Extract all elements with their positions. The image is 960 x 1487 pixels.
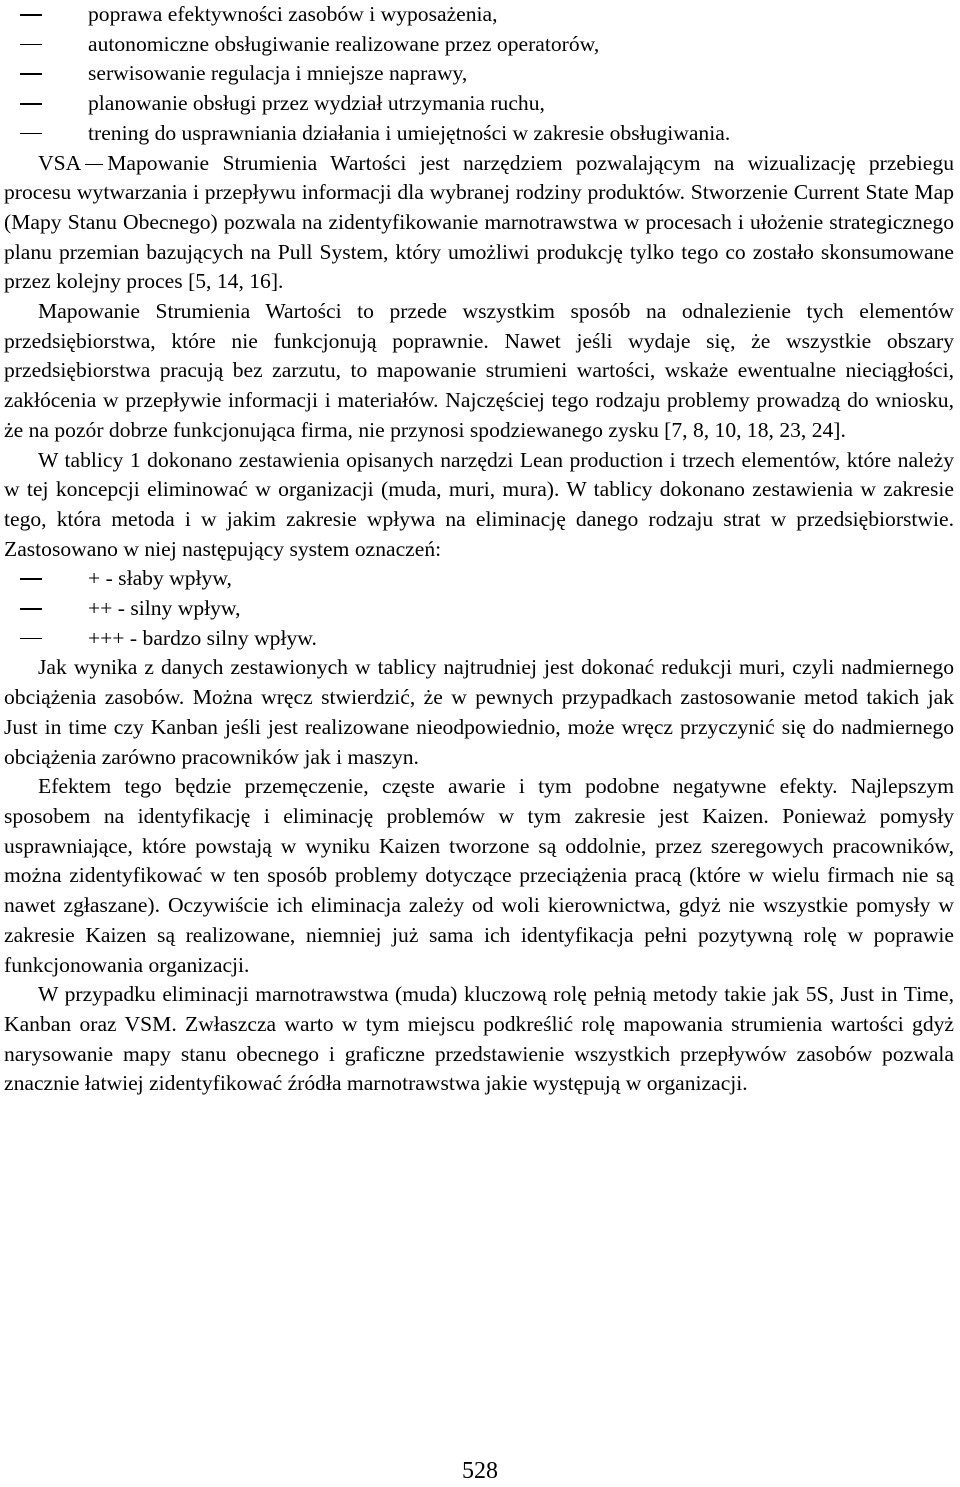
list-item: planowanie obsługi przez wydział utrzymania ruchu,	[4, 89, 954, 119]
dash-bullet-icon	[20, 608, 42, 610]
list-item: trening do usprawniania działania i umiejętności w zakresie obsługiwania.	[4, 119, 954, 149]
paragraph-muri: Jak wynika z danych zestawionych w tablicy najtrudniej jest dokonać redukcji muri, czyli nadmiernego obciążenia zasobów. Można wręcz stwierdzić, że w pewnych przypadkach zastosowanie metod takich jak Just in time czy Kanban jeśli jest realizowane nieodpowiednio, może wręcz przyczynić się do nadmiernego obciążenia zarówno pracowników jak i maszyn.	[4, 655, 954, 769]
page-body	[4, 0, 954, 1099]
inline-dash-icon	[85, 164, 103, 166]
page-number: 528	[462, 1458, 498, 1484]
paragraph-kaizen: Efektem tego będzie przemęczenie, częste awarie i tym podobne negatywne efekty. Najlepszym sposobem na identyfikację i eliminację problemów w tym zakresie jest Kaizen. Ponieważ pomysły usprawniające, które powstają w wyniku Kaizen tworzone są oddolnie, przez szeregowych pracowników, można zidentyfikować w ten sposób problemy dotyczące przeciążenia pracą (które w wielu firmach nie są nawet zgłaszane). Oczywiście ich eliminacja zależy od woli kierownictwa, gdyż nie wszystkie pomysły w zakresie Kaizen są realizowane, niemniej już sama ich identyfikacja pełni pozytywną rolę w poprawie funkcjonowania organizacji.	[4, 774, 954, 977]
list-item: +++ - bardzo silny wpływ.	[4, 624, 954, 654]
paragraph-table-1: W tablicy 1 dokonano zestawienia opisanych narzędzi Lean production i trzech elementów, które należy w tej koncepcji eliminować w organizacji (muda, muri, mura). W tablicy dokonano zestawienia w zakresie tego, która metoda i w jakim zakresie wpływa na eliminację danego rodzaju strat w przedsiębiorstwie. Zastosowano w niej następujący system oznaczeń:	[4, 447, 954, 561]
list-item: poprawa efektywności zasobów i wyposażenia,	[4, 0, 954, 30]
dash-bullet-icon	[20, 578, 42, 580]
dash-bullet-icon	[20, 44, 42, 46]
bullet-list-tpm-pillars	[4, 0, 954, 149]
paragraph-muda: W przypadku eliminacji marnotrawstwa (muda) kluczową rolę pełnią metody takie jak 5S, Just in Time, Kanban oraz VSM. Zwłaszcza warto w tym miejscu podkreślić rolę mapowania strumienia wartości gdyż narysowanie mapy stanu obecnego i graficzne przedstawienie wszystkich przepływów zasobów pozwala znacznie łatwiej zidentyfikować źródła marnotrawstwa jakie występują w organizacji.	[4, 982, 954, 1096]
dash-bullet-icon	[20, 638, 42, 640]
list-item: ++ - silny wpływ,	[4, 594, 954, 624]
list-item: serwisowanie regulacja i mniejsze naprawy,	[4, 59, 954, 89]
list-item: + - słaby wpływ,	[4, 564, 954, 594]
dash-bullet-icon	[20, 73, 42, 75]
dash-bullet-icon	[20, 103, 42, 105]
dash-bullet-icon	[20, 133, 42, 135]
list-item: autonomiczne obsługiwanie realizowane przez operatorów,	[4, 30, 954, 60]
bullet-list-legend	[4, 564, 954, 653]
paragraph-vsa: VSA Mapowanie Strumienia Wartości jest narzędziem pozwalającym na wizualizację przebiegu procesu wytwarzania i przepływu informacji dla wybranej rodziny produktów. Stworzenie Current State Map (Mapy Stanu Obecnego) pozwala na zidentyfikowanie marnotrawstwa w procesach i ułożenie strategicznego planu przemian bazujących na Pull System, który umożliwi produkcję tylko tego co zostało skonsumowane przez kolejny proces [5, 14, 16].	[4, 150, 954, 294]
dash-bullet-icon	[20, 14, 42, 16]
paragraph-value-stream-mapping: Mapowanie Strumienia Wartości to przede wszystkim sposób na odnalezienie tych elementów przedsiębiorstwa, które nie funkcjonują poprawnie. Nawet jeśli wydaje się, że wszystkie obszary przedsiębiorstwa pracują bez zarzutu, to mapowanie strumieni wartości, wskaże ewentualne nieciągłości, zakłócenia w przepływie informacji i materiałów. Najczęściej tego rodzaju problemy prowadzą do wniosku, że na pozór dobrze funkcjonująca firma, nie przynosi spodziewanego zysku [7, 8, 10, 18, 23, 24].	[4, 299, 954, 442]
